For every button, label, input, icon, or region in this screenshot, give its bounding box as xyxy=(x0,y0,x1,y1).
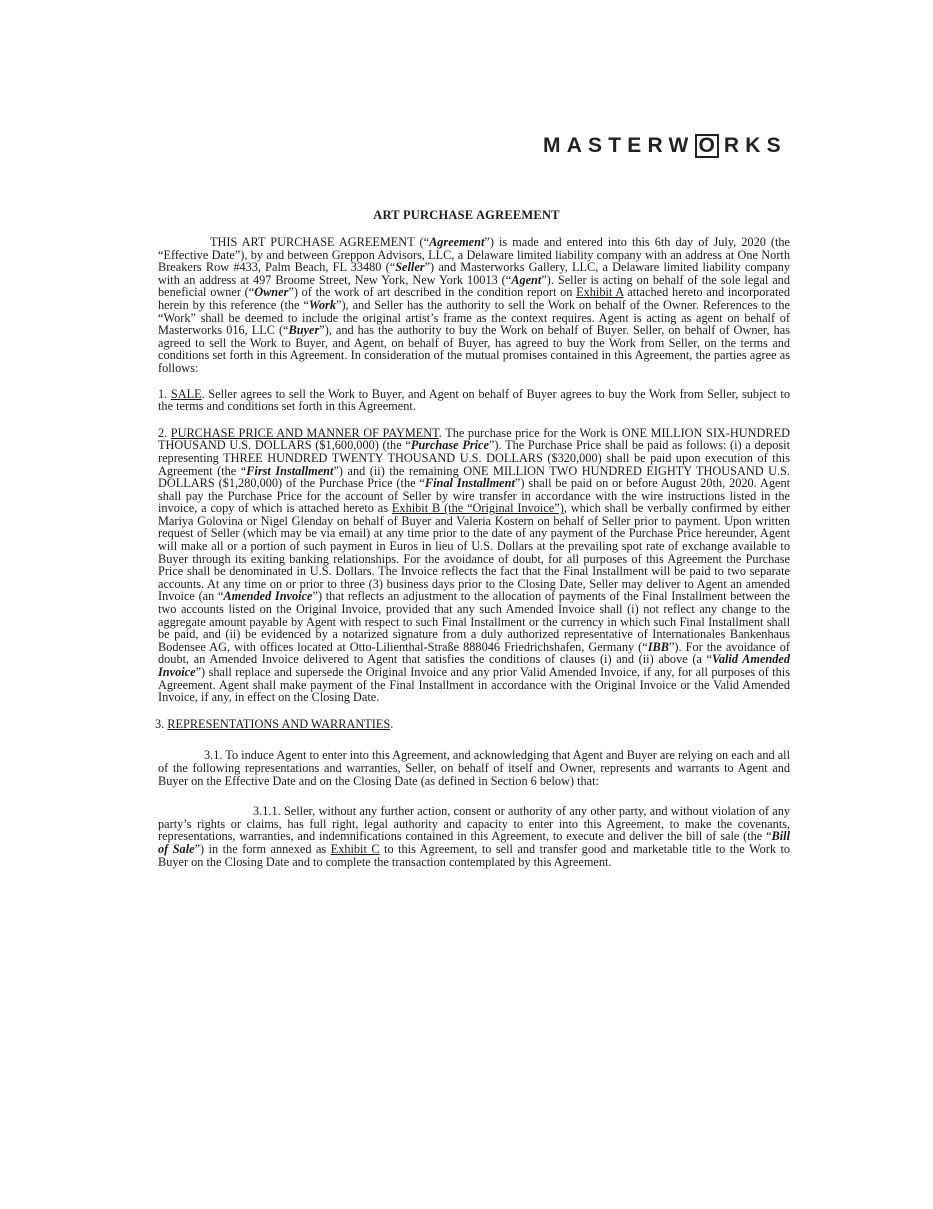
clause-3-1: 3.1. To induce Agent to enter into this Agreement, and acknowledging that Agent and Buyer are relying on each and all of the following representations and warranties, Seller, on behalf of itself and Owner, represents and warrants to Agent and Buyer on the Effective Date and on the Closing Date (as defined in Section 6 below) that: xyxy=(158,748,790,788)
logo-boxed-o: O xyxy=(695,134,719,158)
defined-term-amended-invoice: Amended Invoice xyxy=(223,589,313,604)
masterworks-logo xyxy=(543,133,787,159)
clause-text: to this Agreement, to sell and transfer good and marketable title to the Work to Buyer on the Closing Date and to complete the transaction contemplated by this Agreement. xyxy=(158,841,791,869)
clause-3-1-1 xyxy=(158,805,790,868)
intro-text: ”) of the work of art described in the condition report on xyxy=(288,285,577,300)
defined-term-agreement: Agreement xyxy=(429,235,485,249)
section-2-purchase-price xyxy=(158,427,790,704)
defined-term-work: Work xyxy=(308,297,336,312)
defined-term-valid-amended-invoice: Valid Amended Invoice xyxy=(158,652,791,679)
logo-text-start: MASTERW xyxy=(543,134,695,157)
exhibit-c-reference: Exhibit C xyxy=(330,841,380,856)
defined-term-owner: Owner xyxy=(254,285,289,300)
section-text: , which shall be verbally confirmed by either Mariya Golovina or Nigel Glenday on behalf of Buyer and Valeria Kostern on behalf of Seller prior to payment. Upon written request of Seller (which may be via email) at any time prior to the date of any payment of the Purchase Price hereunder, Agent will make all or a portion of such payment in Euros in lieu of U.S. Dollars at the prevailing spot rate of exchange available to Buyer through its exiting banking relationships. For the avoidance of doubt, for all purposes of this Agreement the Purchase Price shall be denominated in U.S. Dollars. The Invoice reflects the fact that the Final Installment will be paid to two separate accounts. At any time on or prior to three (3) business days prior to the Closing Date, Seller may deliver to Agent an amended Invoice (an “ xyxy=(158,501,790,604)
defined-term-agent: Agent xyxy=(511,272,542,287)
exhibit-b-reference: Exhibit B (the “Original Invoice”) xyxy=(391,501,564,516)
section-1-sale xyxy=(158,388,790,413)
defined-term-purchase-price: Purchase Price xyxy=(410,438,489,453)
section-text: ”) that reflects an adjustment to the allocation of payments of the Final Installment between the two accounts listed on the Original Invoice, provided that any such Amended Invoice shall (i) not reflect any change to the aggregate amount payable by Agent with respect to such Final Installment or the currency in which such Final Installment shall be paid, and (ii) be evidenced by a notarized signature from a duly authorized representative of Internationales Bankenhaus Bodensee AG, with offices located at Otto-Lilienthal-Straße 888046 Friedrichshafen, Germany (“ xyxy=(158,589,790,654)
intro-text: ”) and Masterworks Gallery, LLC, a Delaware limited liability company with an address at 497 Broome Street, New York, New York 10013 (“ xyxy=(158,260,791,287)
section-number: 3. xyxy=(155,716,168,731)
defined-term-ibb: IBB xyxy=(647,639,669,654)
defined-term-final-installment: Final Installment xyxy=(424,476,515,491)
exhibit-a-reference: Exhibit A xyxy=(576,285,624,300)
intro-text: ”), and Seller has the authority to sell the Work on behalf of the Owner. References to the “Work” shall be deemed to include the original artist’s frame as the context requires. Agent is acting as agent on behalf of Masterworks 016, LLC (“ xyxy=(158,297,790,338)
section-text: ”). The Purchase Price shall be paid as follows: (i) a deposit representing THREE HUNDRED TWENTY THOUSAND U.S. DOLLARS ($320,000) shall be paid upon execution of this Agreement (the “ xyxy=(158,438,790,478)
section-text: . The purchase price for the Work is ONE MILLION SIX-HUNDRED THOUSAND U.S. DOLLARS ($1,600,000) (the “ xyxy=(158,425,791,453)
section-text: ”) shall be paid on or before August 20th, 2020. Agent shall pay the Purchase Price for the account of Seller by wire transfer in accordance with the wire instructions listed in the invoice, a copy of which is attached hereto as xyxy=(158,476,791,516)
section-number: 2. xyxy=(158,425,171,440)
intro-paragraph xyxy=(158,236,790,375)
clause-text: ”) in the form annexed as xyxy=(194,841,331,856)
logo-text-end: RKS xyxy=(723,134,787,157)
defined-term-first-installment: First Installment xyxy=(246,463,334,478)
section-text: ”) and (ii) the remaining ONE MILLION TWO HUNDRED EIGHTY THOUSAND U.S. DOLLARS ($1,280,000) of the Purchase Price (the “ xyxy=(158,463,790,491)
document-title: ART PURCHASE AGREEMENT xyxy=(373,208,560,222)
intro-text: ”) is made and entered into this 6th day of July, 2020 (the “Effective Date”), by and between Greppon Advisors, LLC, a Delaware limited liability company with an address at One North Breakers Row #433, Palm Beach, FL 33480 (“ xyxy=(158,235,790,275)
section-heading: PURCHASE PRICE AND MANNER OF PAYMENT xyxy=(170,425,439,440)
intro-text: attached hereto and incorporated herein by this reference (the “ xyxy=(158,285,790,312)
section-text: . Seller agrees to sell the Work to Buyer, and Agent on behalf of Buyer agrees to buy the Work from Seller, subject to the terms and conditions set forth in this Agreement. xyxy=(158,386,791,414)
section-heading: SALE xyxy=(170,386,202,401)
intro-text: ”), and has the authority to buy the Work on behalf of Buyer. Seller, on behalf of Owner, has agreed to sell the Work to Buyer, and Agent, on behalf of Buyer, has agreed to buy the Work from Seller, on the terms and conditions set forth in this Agreement. In consideration of the mutual promises contained in this Agreement, the parties agree as follows: xyxy=(158,323,790,375)
defined-term-buyer: Buyer xyxy=(288,323,320,338)
section-text: ”) shall replace and supersede the Original Invoice and any prior Valid Amended Invoice, if any, for all purposes of this Agreement. Agent shall make payment of the Final Installment in accordance with the Original Invoice or the Valid Amended Invoice, if any, in effect on the Closing Date. xyxy=(158,665,790,705)
defined-term-bill-of-sale: Bill of Sale xyxy=(158,829,790,856)
section-heading-period: . xyxy=(390,716,394,731)
clause-text: 3.1.1. Seller, without any further action, consent or authority of any other party, and without violation of any party’s rights or claims, has full right, legal authority and capacity to enter into this Agreement, to make the covenants, representations, warranties, and indemnifications contained in this Agreement, to execute and deliver the bill of sale (the “ xyxy=(158,804,790,844)
section-number: 1. xyxy=(158,386,171,401)
section-3-heading xyxy=(155,718,790,731)
document-body xyxy=(155,235,791,869)
section-text: ”). For the avoidance of doubt, an Amended Invoice delivered to Agent that satisfies the conditions of clauses (i) and (ii) above (a “ xyxy=(158,639,790,667)
intro-text: THIS ART PURCHASE AGREEMENT (“ xyxy=(210,235,430,249)
defined-term-seller: Seller xyxy=(395,260,425,275)
intro-text: ”). Seller is acting on behalf of the sole legal and beneficial owner (“ xyxy=(158,272,790,300)
section-heading: REPRESENTATIONS AND WARRANTIES xyxy=(167,716,391,731)
